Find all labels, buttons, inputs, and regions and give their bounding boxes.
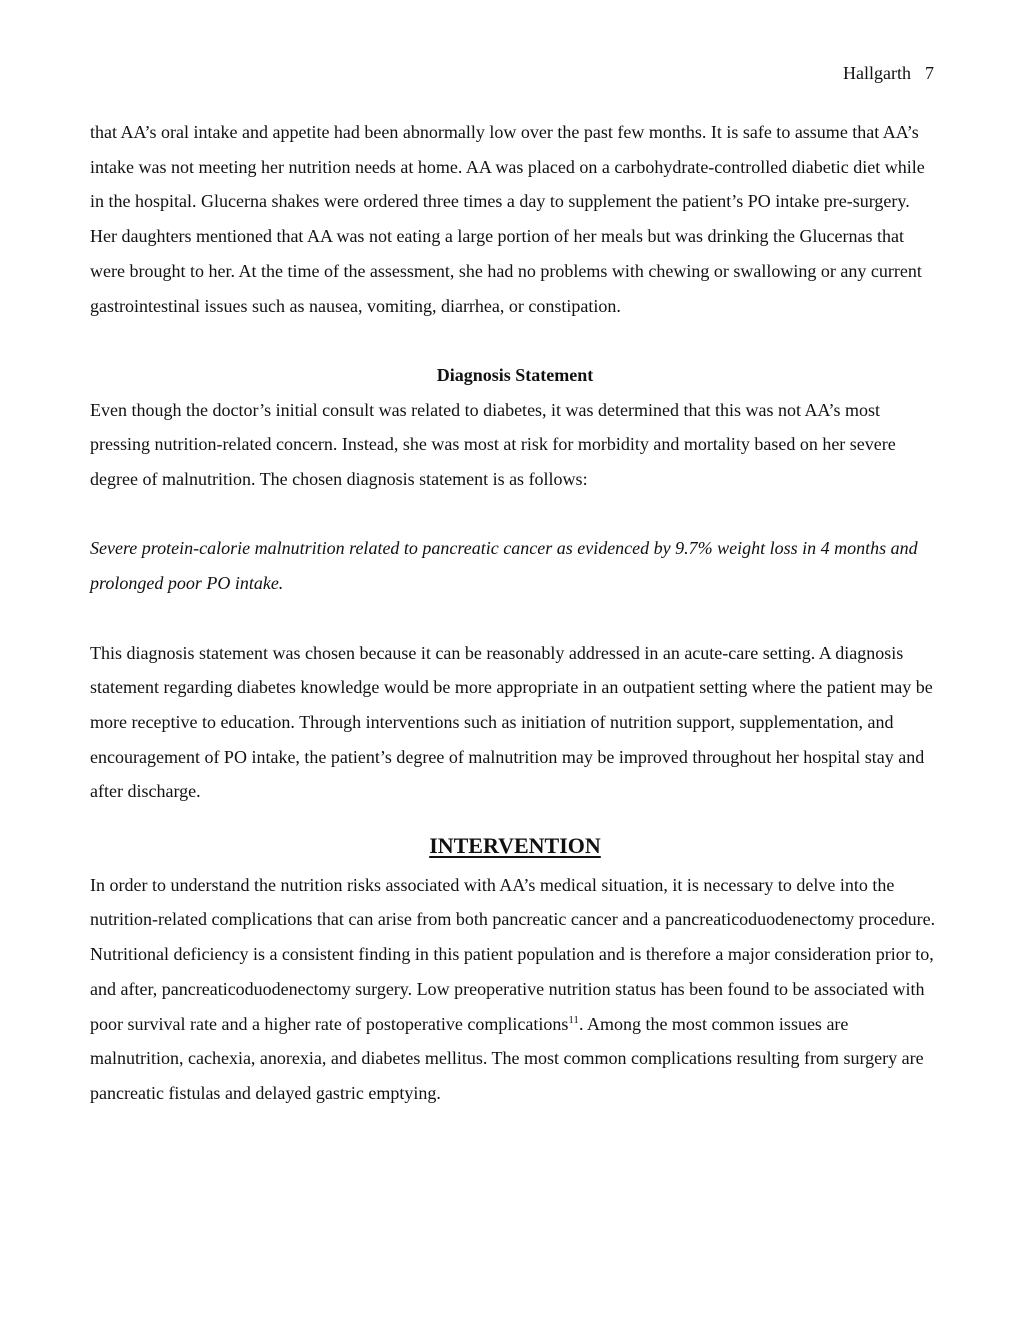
section-heading-intervention: INTERVENTION (429, 833, 601, 859)
paragraph-spacer (90, 497, 940, 532)
paragraph-diagnosis-intro: Even though the doctor’s initial consult was related to diabetes, it was determined that this was not AA’s most pressing nutrition-related concern. Instead, she was most at risk for morbidity and mortality based on her severe degree of malnutrition. The chosen diagnosis statement is as follows: (90, 399, 896, 490)
running-header (843, 62, 934, 84)
paragraph-spacer (90, 601, 940, 636)
document-body (90, 115, 940, 1111)
paragraph-diagnosis-rationale: This diagnosis statement was chosen because it can be reasonably addressed in an acute-care setting. A diagnosis statement regarding diabetes knowledge would be more appropriate in an outpatient setting where the patient may be more receptive to education. Through interventions such as initiation of nutrition support, supplementation, and encouragement of PO intake, the patient’s degree of malnutrition may be improved throughout her hospital stay and after discharge. (90, 642, 933, 802)
section-heading-diagnosis: Diagnosis Statement (436, 364, 594, 385)
intervention-text-part1: In order to understand the nutrition risks associated with AA’s medical situation, it is necessary to delve into the nutrition-related complications that can arise from both pancreatic cancer and a pancreaticoduodenectomy procedure. Nutritional deficiency is a consistent finding in this patient population and is therefore a major consideration prior to, and after, pancreaticoduodenectomy surgery. Low preoperative nutrition status has been found to be associated with poor survival rate and a higher rate of postoperative complications (90, 874, 936, 1034)
page-number: 7 (925, 63, 934, 83)
citation-superscript: 11 (568, 1013, 579, 1026)
header-author: Hallgarth (843, 63, 911, 83)
paragraph-spacer (90, 323, 940, 358)
paragraph-intervention (90, 868, 940, 1111)
paragraph-intake: that AA’s oral intake and appetite had been abnormally low over the past few months. It is safe to assume that AA’s intake was not meeting her nutrition needs at home. AA was placed on a carbohydrate-controlled diabetic diet while in the hospital. Glucerna shakes were ordered three times a day to supplement the patient’s PO intake pre-surgery. Her daughters mentioned that AA was not eating a large portion of her meals but was drinking the Glucernas that were brought to her. At the time of the assessment, she had no problems with chewing or swallowing or any current gastrointestinal issues such as nausea, vomiting, diarrhea, or constipation. (90, 122, 925, 316)
intervention-text-part2: . Among the most common issues are malnutrition, cachexia, anorexia, and diabetes mellitus. The most common complications resulting from surgery are pancreatic fistulas and delayed gastric emptying. (90, 1013, 924, 1103)
diagnosis-statement: Severe protein-calorie malnutrition related to pancreatic cancer as evidenced by 9.7% weight loss in 4 months and prolonged poor PO intake. (90, 538, 918, 594)
